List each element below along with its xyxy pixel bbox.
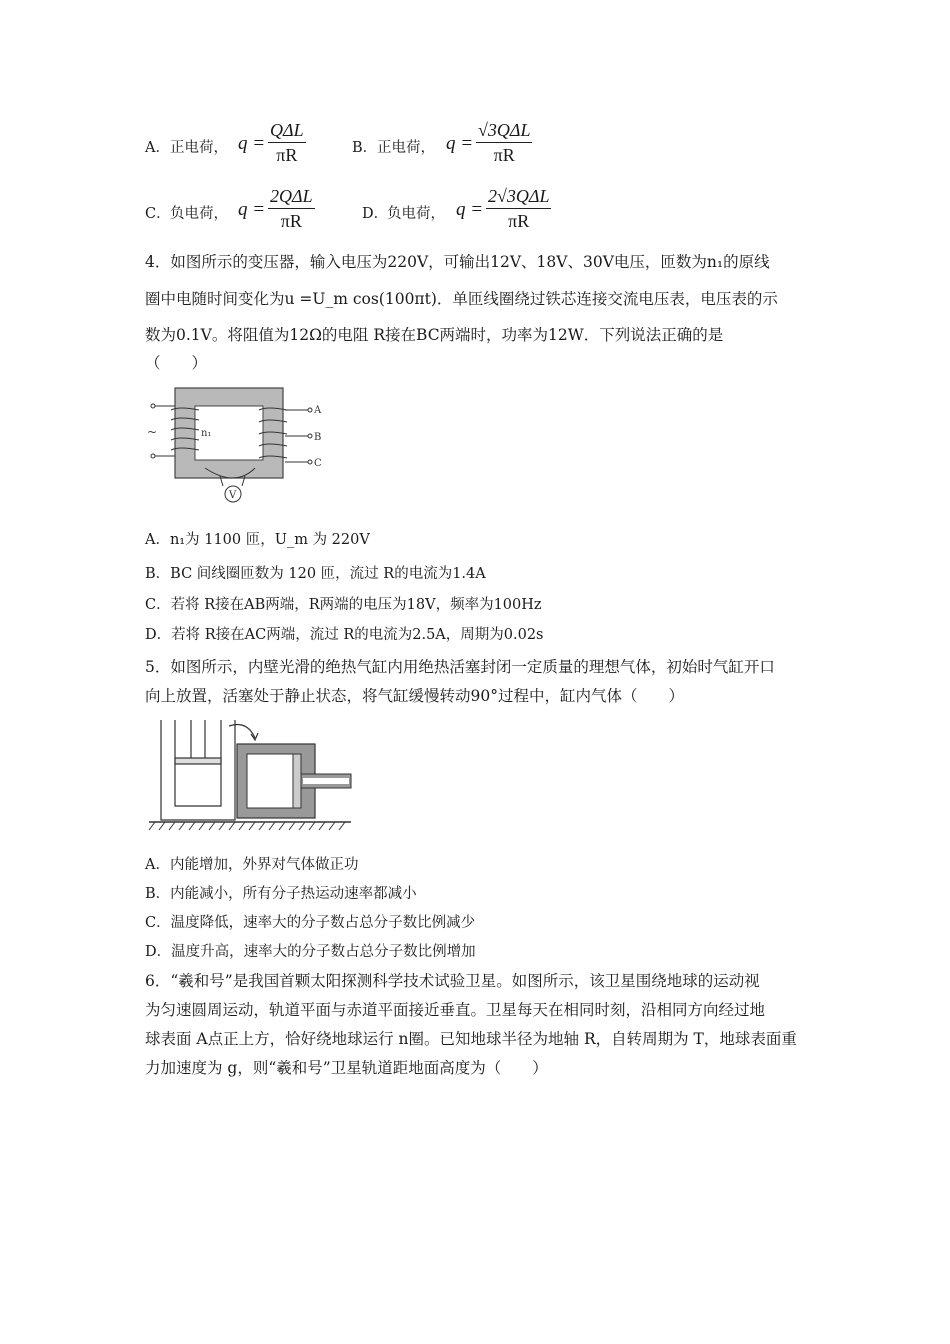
q5-option-a: A．内能增加，外界对气体做正功 [145, 857, 359, 873]
q6-stem-line-1: 6．“羲和号”是我国首颗太阳探测科学技术试验卫星。如图所示，该卫星围绕地球的运动视 [145, 972, 760, 990]
q3-option-b-letter: B． [352, 140, 378, 156]
q3-option-b-denominator: πR [493, 145, 515, 165]
q3-option-c-letter: C． [145, 206, 171, 222]
q3-option-d-denominator: πR [508, 211, 530, 231]
q3-option-c-numerator: 2QΔL [268, 184, 315, 209]
q6-stem-line-3: 球表面 A点正上方，恰好绕地球运行 n圈。已知地球半径为地轴 R，自转周期为 T，地球表面重 [145, 1030, 797, 1048]
primary-coil-label: n₁ [201, 428, 212, 439]
q3-option-d-letter: D． [362, 206, 389, 222]
q3-option-a-numerator: QΔL [268, 118, 306, 143]
q5-option-b: B．内能减小，所有分子热运动速率都减小 [145, 886, 417, 902]
q4-option-c: C．若将 R接在AB两端，R两端的电压为18V，频率为100Hz [145, 597, 542, 613]
q3-option-a-fraction [268, 118, 306, 167]
voltmeter-label: V [229, 490, 237, 501]
q4-stem-line-3: 数为0.1V。将阻值为12Ω的电阻 R接在BC两端时，功率为12W．下列说法正确的是 [145, 326, 724, 344]
terminal-b-label: B [314, 432, 322, 443]
q4-stem-line-1: 4．如图所示的变压器，输入电压为220V，可输出12V、18V、30V电压，匝数为n₁的原线 [145, 253, 770, 271]
q3-option-a-letter: A． [145, 140, 170, 156]
q3-option-c-lhs: q = [238, 199, 266, 220]
q3-option-b-label: 正电荷， [377, 140, 435, 156]
q3-option-b-numerator: √3QΔL [476, 118, 532, 143]
q6-stem-line-4: 力加速度为 g，则“羲和号”卫星轨道距地面高度为（ ） [145, 1059, 548, 1077]
q4-stem-line-4: （ ） [145, 354, 208, 372]
q5-stem-line-2: 向上放置，活塞处于静止状态，将气缸缓慢转动90°过程中，缸内气体（ ） [145, 687, 684, 705]
ac-source-symbol: ~ [147, 425, 158, 439]
q3-option-a-denominator: πR [276, 145, 298, 165]
q3-option-d-numerator: 2√3QΔL [486, 184, 551, 209]
q3-option-d-fraction [486, 184, 551, 233]
q3-option-b-fraction [476, 118, 532, 167]
q4-option-a: A．n₁为 1100 匝，U_m 为 220V [145, 532, 370, 548]
terminal-c-label: C [314, 458, 322, 469]
q6-stem-line-2: 为匀速圆周运动，轨道平面与赤道平面接近垂直。卫星每天在相同时刻，沿相同方向经过地 [145, 1001, 766, 1019]
q3-option-a-lhs: q = [238, 133, 266, 154]
q4-option-d: D．若将 R接在AC两端，流过 R的电流为2.5A，周期为0.02s [145, 627, 544, 643]
q3-option-d-label: 负电荷， [387, 206, 445, 222]
cylinder-diagram [145, 712, 360, 844]
q3-option-c-fraction [268, 184, 315, 233]
q5-stem-line-1: 5．如图所示，内壁光滑的绝热气缸内用绝热活塞封闭一定质量的理想气体，初始时气缸开口 [145, 658, 775, 676]
q4-stem-line-2: 圈中电随时间变化为u =U_m cos(100πt)．单匝线圈绕过铁芯连接交流电压表，电压表的示 [145, 290, 778, 308]
q3-option-b-lhs: q = [446, 133, 474, 154]
transformer-diagram [145, 384, 335, 512]
q3-option-a-label: 正电荷， [170, 140, 228, 156]
q5-option-d: D．温度升高，速率大的分子数占总分子数比例增加 [145, 944, 476, 960]
q3-option-c-label: 负电荷， [170, 206, 228, 222]
q4-option-b: B．BC 间线圈匝数为 120 匝，流过 R的电流为1.4A [145, 566, 486, 582]
q3-option-d-lhs: q = [456, 199, 484, 220]
q5-option-c: C．温度降低，速率大的分子数占总分子数比例减少 [145, 915, 476, 931]
terminal-a-label: A [314, 405, 322, 416]
q3-option-c-denominator: πR [280, 211, 302, 231]
